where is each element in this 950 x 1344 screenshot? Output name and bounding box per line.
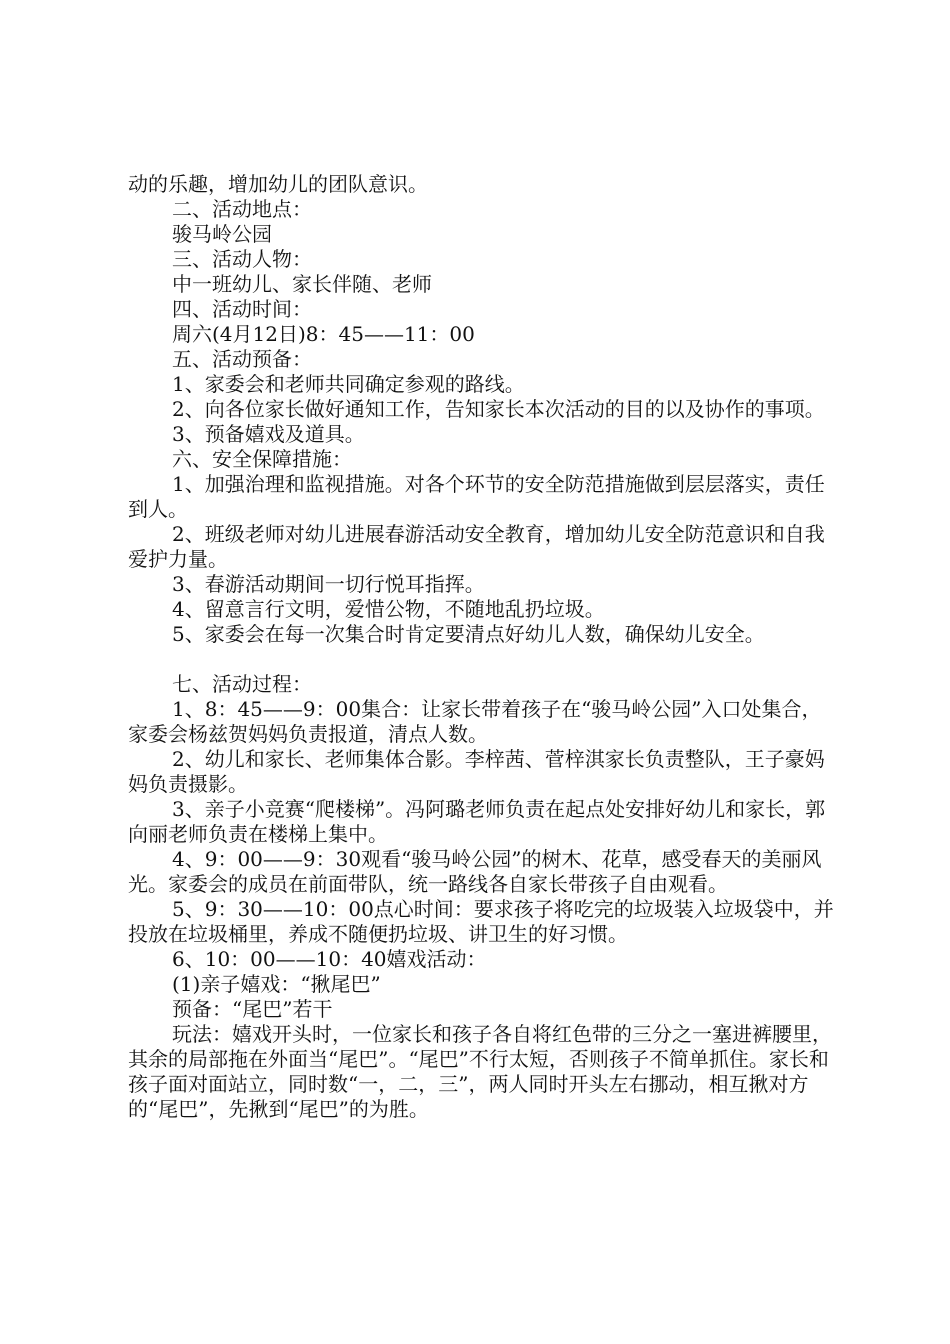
paragraph-game-rules: 玩法：嬉戏开头时，一位家长和孩子各自将红色带的三分之一塞进裤腰里，其余的局部拖在外面当“尾巴”。“尾巴”不行太短，否则孩子不简单抓住。家长和孩子面对面站立，同时数“一，二，三”，两人同时开头左右挪动，相互揪对方的“尾巴”，先揪到“尾巴”的为胜。 — [128, 1022, 832, 1121]
heading-activity-time: 四、活动时间： — [172, 297, 312, 321]
paragraph-process-1: 1、8：45——9：00集合：让家长带着孩子在“骏马岭公园”入口处集合，家委会杨兹贺妈妈负责报道，清点人数。 — [128, 697, 822, 746]
paragraph-people: 中一班幼儿、家长伴随、老师 — [172, 272, 432, 296]
paragraph-process-2: 2、幼儿和家长、老师集体合影。李梓茜、菅梓淇家长负责整队，王子豪妈妈负责摄影。 — [128, 747, 825, 796]
heading-activity-location: 二、活动地点： — [172, 197, 312, 221]
heading-activity-people: 三、活动人物： — [172, 247, 312, 271]
paragraph-prep-2: 2、向各位家长做好通知工作，告知家长本次活动的目的以及协作的事项。 — [172, 397, 825, 421]
paragraph-time: 周六(4月12日)8：45——11：00 — [172, 322, 475, 346]
heading-safety-measures: 六、安全保障措施： — [172, 447, 352, 471]
paragraph-prep-1: 1、家委会和老师共同确定参观的路线。 — [172, 372, 525, 396]
paragraph-game-title: (1)亲子嬉戏：“揪尾巴” — [172, 972, 381, 996]
heading-activity-preparation: 五、活动预备： — [172, 347, 312, 371]
paragraph-process-3: 3、亲子小竞赛“爬楼梯”。冯阿璐老师负责在起点处安排好幼儿和家长，郭向丽老师负责在楼梯上集中。 — [128, 797, 826, 846]
paragraph-game-prep: 预备：“尾巴”若干 — [172, 997, 333, 1021]
paragraph-safety-4: 4、留意言行文明，爱惜公物，不随地乱扔垃圾。 — [172, 597, 605, 621]
paragraph-process-5: 5、9：30——10：00点心时间：要求孩子将吃完的垃圾装入垃圾袋中，并投放在垃圾桶里，养成不随便扔垃圾、讲卫生的好习惯。 — [128, 897, 834, 946]
blank-line — [128, 647, 838, 672]
paragraph-safety-3: 3、春游活动期间一切行悦耳指挥。 — [172, 572, 485, 596]
paragraph-process-6: 6、10：00——10：40嬉戏活动： — [172, 947, 487, 971]
paragraph-prep-3: 3、预备嬉戏及道具。 — [172, 422, 365, 446]
paragraph-location: 骏马岭公园 — [172, 222, 272, 246]
document-page — [128, 172, 838, 1122]
paragraph-intro-continuation: 动的乐趣，增加幼儿的团队意识。 — [128, 172, 428, 196]
paragraph-process-4: 4、9：00——9：30观看“骏马岭公园”的树木、花草，感受春天的美丽风光。家委会的成员在前面带队，统一路线各自家长带孩子自由观看。 — [128, 847, 822, 896]
paragraph-safety-5: 5、家委会在每一次集合时肯定要清点好幼儿人数，确保幼儿安全。 — [172, 622, 765, 646]
heading-activity-process: 七、活动过程： — [172, 672, 312, 696]
paragraph-safety-2: 2、班级老师对幼儿进展春游活动安全教育，增加幼儿安全防范意识和自我爱护力量。 — [128, 522, 825, 571]
paragraph-safety-1: 1、加强治理和监视措施。对各个环节的安全防范措施做到层层落实，责任到人。 — [128, 472, 825, 521]
